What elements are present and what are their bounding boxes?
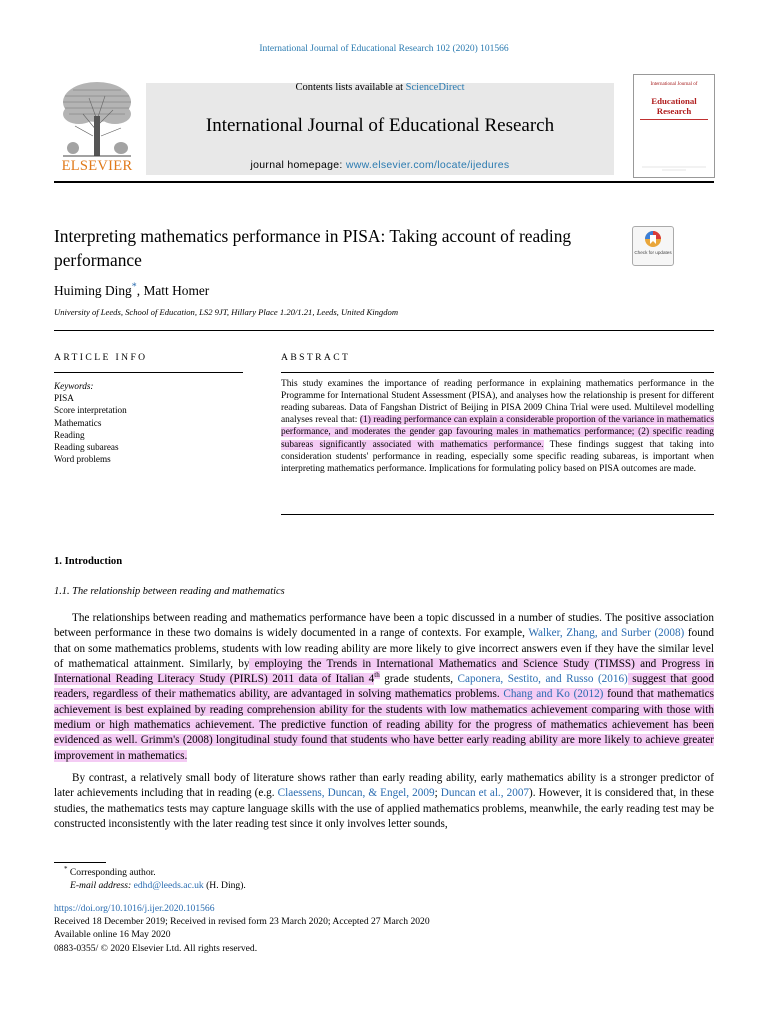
author-ding[interactable]: Huiming Ding xyxy=(54,283,132,298)
highlight-run: suggest that good readers, regardless of their mathematics ability, are advantaged in solving mathematics problems. xyxy=(54,673,714,701)
sciencedirect-link[interactable]: ScienceDirect xyxy=(405,82,465,93)
citation-link[interactable]: Duncan et al., 2007 xyxy=(440,787,530,800)
keyword-item: PISA xyxy=(54,393,74,404)
elsevier-tree-icon xyxy=(53,76,141,158)
email-label: E-mail address: xyxy=(70,880,134,891)
abstract-text xyxy=(281,378,714,476)
intro-paragraph-1 xyxy=(54,611,714,764)
check-for-updates-button[interactable] xyxy=(632,226,674,266)
keyword-item: Reading subareas xyxy=(54,442,119,453)
email-link[interactable]: edhd@leeds.ac.uk xyxy=(133,880,204,891)
doi-link[interactable]: https://doi.org/10.1016/j.ijer.2020.101566 xyxy=(54,903,215,914)
abstract-heading: ABSTRACT xyxy=(281,352,351,363)
abstract-highlight: (1) reading performance can explain a considerable proportion of the variance in mathematics performance, and moderates the gender gap favouring males in mathematics performance; (2) specific reading subareas significantly associated with mathematics performance. xyxy=(281,415,714,450)
text-run: The relationships between reading and mathematics performance have been a topic discussed in a number of studies. The positive association between performance in these two domains is widely documented in a range of contexts. For example, xyxy=(54,612,714,640)
homepage-prefix: journal homepage: xyxy=(250,159,346,171)
elsevier-logo[interactable] xyxy=(53,76,141,176)
abstract-part: This study examines the importance of reading performance in explaining mathematics performance in the Programme for International Student Assessment (PISA), and analyses how the relationship is present for different reading subareas. Data of Fangshan District of Beijing in PISA 2009 China Trial were used. Multilevel modelling analyses reveal that: xyxy=(281,378,714,426)
affiliation: University of Leeds, School of Education, LS2 9JT, Hillary Place 1.20/1.21, Leeds, United Kingdom xyxy=(54,307,399,317)
keyword-item: Mathematics xyxy=(54,417,102,428)
author-list xyxy=(54,283,209,299)
paper-title: Interpreting mathematics performance in PISA: Taking account of reading performance xyxy=(54,226,572,270)
keyword-item: Word problems xyxy=(54,454,111,465)
citation-link[interactable]: Caponera, Sestito, and Russo (2016) xyxy=(457,673,628,686)
footnote-email xyxy=(54,879,714,892)
footnote-mark: * xyxy=(64,864,68,873)
contents-line xyxy=(146,82,614,93)
keywords-label: Keywords: xyxy=(54,381,94,391)
intro-paragraph-2 xyxy=(54,771,714,832)
cover-title: Educational Research xyxy=(651,96,697,116)
footnote-corresponding xyxy=(54,866,714,879)
journal-homepage xyxy=(146,159,614,171)
homepage-link[interactable]: www.elsevier.com/locate/ijedures xyxy=(345,159,510,171)
keyword-item: Score interpretation xyxy=(54,405,127,416)
check-for-updates-icon xyxy=(644,230,662,248)
section-heading: 1. Introduction xyxy=(54,556,123,567)
keyword-item: Reading xyxy=(54,429,85,440)
superscript: th xyxy=(374,671,380,680)
text-run: ; xyxy=(434,787,441,800)
highlight-run: found that mathematics achievement is best explained by reading comprehension ability for the students with low mathematics achievement comparing with those with medium or high mathematics achievement. The predictive function of reading ability for the progress of mathematics achievement has been evidenced as well. Grimm's (2008) longitudinal study found that students who have better early reading ability are more likely to achieve greater improvement in mathematics. xyxy=(54,688,714,762)
footnote-text: Corresponding author. xyxy=(67,867,156,878)
publication-info xyxy=(54,902,714,955)
email-suffix: (H. Ding). xyxy=(203,880,246,891)
cover-top-text: International Journal of xyxy=(650,82,698,87)
available-online: Available online 16 May 2020 xyxy=(54,929,171,941)
citation-link[interactable]: Chang and Ko (2012) xyxy=(503,688,604,701)
received-dates: Received 18 December 2019; Received in revised form 23 March 2020; Accepted 27 March 2020 xyxy=(54,916,430,928)
subsection-heading: 1.1. The relationship between reading and mathematics xyxy=(54,586,285,597)
highlight-run: employing the Trends in International Mathematics and Science Study (TIMSS) and Progress in International Reading Literacy Study (PIRLS) 2011 data of Italian 4 xyxy=(54,657,714,686)
title-divider xyxy=(54,330,714,331)
abstract-divider xyxy=(281,372,714,373)
journal-title[interactable]: International Journal of Educational Research xyxy=(205,115,555,136)
footnotes xyxy=(54,866,714,892)
journal-banner xyxy=(146,83,614,175)
abstract-part: These findings suggest that taking into consideration students' performance in reading, especially some specific reading subareas, is important when interpreting mathematics performance. Implications for formulating policy based on PISA outcomes are made. xyxy=(281,439,714,474)
abstract-end-divider xyxy=(281,514,714,515)
check-for-updates-label: Check for updates xyxy=(634,250,672,255)
author-homer[interactable]: , Matt Homer xyxy=(136,283,210,298)
cover-divider xyxy=(640,119,708,120)
text-run: found that on some mathematics problems, students with low reading ability are more likely to give incorrect answers even if they have the similar level of mathematical attainment. Similarly, by xyxy=(54,627,714,670)
copyright-line: 0883-0355/ © 2020 Elsevier Ltd. All rights reserved. xyxy=(54,942,258,954)
text-run: ). However, it is considered that, in these studies, the mathematics tests may capture language skills with the use of applied mathematics problems, meanwhile, the early reading test may be constructed inconsistently with the later reading test since it only involves letter sounds, xyxy=(54,787,715,830)
article-info-divider xyxy=(54,372,243,373)
cover-lines-art xyxy=(642,127,706,171)
text-run: grade students, xyxy=(379,673,458,686)
citation-link[interactable]: Claessens, Duncan, & Engel, 2009 xyxy=(277,787,435,800)
journal-cover-thumbnail[interactable] xyxy=(633,74,715,178)
keywords-list xyxy=(54,380,243,465)
contents-prefix: Contents lists available at xyxy=(295,82,406,93)
article-info-heading: ARTICLE INFO xyxy=(54,352,148,363)
citation-link[interactable]: Walker, Zhang, and Surber (2008) xyxy=(528,627,685,640)
footnote-divider xyxy=(54,862,106,863)
elsevier-wordmark: ELSEVIER xyxy=(61,158,133,174)
header-divider xyxy=(54,181,714,183)
corresponding-author-mark[interactable]: * xyxy=(131,281,137,293)
journal-citation[interactable]: International Journal of Educational Research 102 (2020) 101566 xyxy=(259,44,509,54)
text-run: By contrast, a relatively small body of literature shows rather than early reading ability, early mathematics ability is a stronger predictor of later achievements including that in reading (e.g. xyxy=(54,772,714,800)
